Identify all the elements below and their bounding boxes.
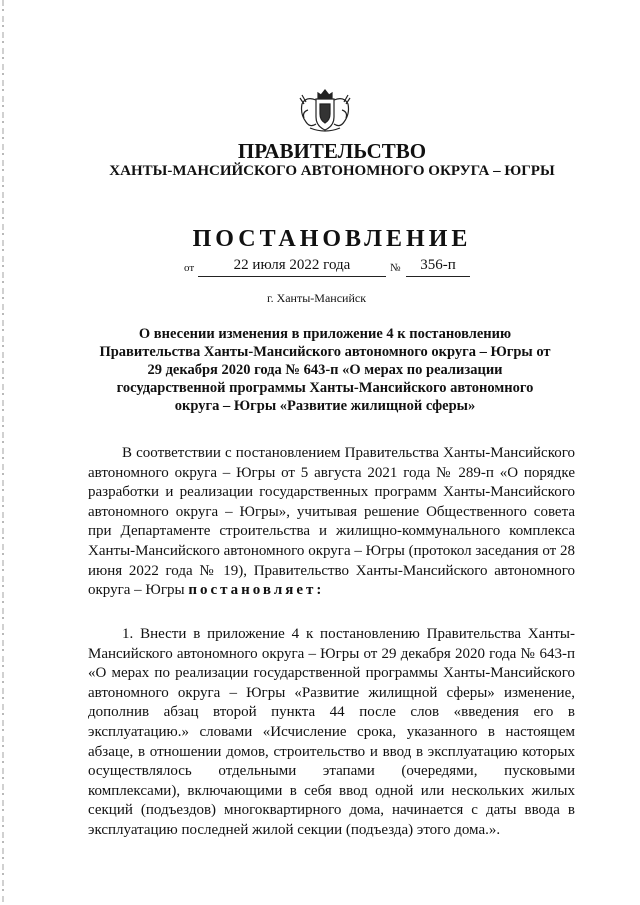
- document-type: ПОСТАНОВЛЕНИЕ: [192, 226, 472, 252]
- coat-of-arms-icon: [296, 84, 354, 134]
- document-subject: О внесении изменения в приложение 4 к постановлению Правительства Ханты-Мансийского автономного округа – Югры от 29 декабря 2020 года № 643-п «О мерах по реализации государственной программы Ханты-Мансийского автономного округа – Югры «Развитие жилищной сферы»: [99, 326, 551, 414]
- document-date: 22 июля 2022 года: [198, 257, 386, 277]
- document-number: 356-п: [406, 257, 470, 277]
- date-from-label: от: [184, 262, 195, 274]
- date-line: [0, 257, 640, 281]
- preamble-text: В соответствии с постановлением Правительства Ханты-Мансийского автономного округа – Югры от 5 августа 2021 года № 289-п «О порядке разработки и реализации государственных программ Ханты-Мансийского автономного округа – Югры», учитывая решение Общественного совета при Департаменте строительства и жилищно-коммунального комплекса Ханты-Мансийского автономного округа – Югры (протокол заседания от 28 июня 2022 года № 19), Правительство Ханты-Мансийского автономного округа – Югры: [88, 445, 575, 599]
- government-region: ХАНТЫ-МАНСИЙСКОГО АВТОНОМНОГО ОКРУГА – ЮГРЫ: [109, 163, 555, 179]
- government-title: ПРАВИТЕЛЬСТВО: [237, 139, 427, 163]
- city: г. Ханты-Мансийск: [267, 291, 367, 305]
- clause-1-paragraph: 1. Внести в приложение 4 к постановлению Правительства Ханты-Мансийского автономного округа – Югры от 29 декабря 2020 года № 643-п «О мерах по реализации государственной программы Ханты-Мансийского автономного округа – Югры «Развитие жилищной сферы» изменение, дополнив абзац второй пункта 44 после слов «введения его в эксплуатацию.» словами «Исчисление срока, указанного в настоящем абзаце, в отношении домов, строительство и ввод в эксплуатацию которых осуществлялось отдельными этапами (очередями, пусковыми комплексами), включающими в себя ввод одной или нескольких жилых секций (подъездов) многоквартирного дома, начинается с даты ввода в эксплуатацию последней жилой секции (подъезда) этого дома.».: [88, 626, 575, 838]
- number-label: №: [390, 262, 401, 274]
- preamble-paragraph: [88, 444, 575, 601]
- decree-word: постановляет:: [188, 582, 325, 599]
- scan-edge: [2, 0, 4, 905]
